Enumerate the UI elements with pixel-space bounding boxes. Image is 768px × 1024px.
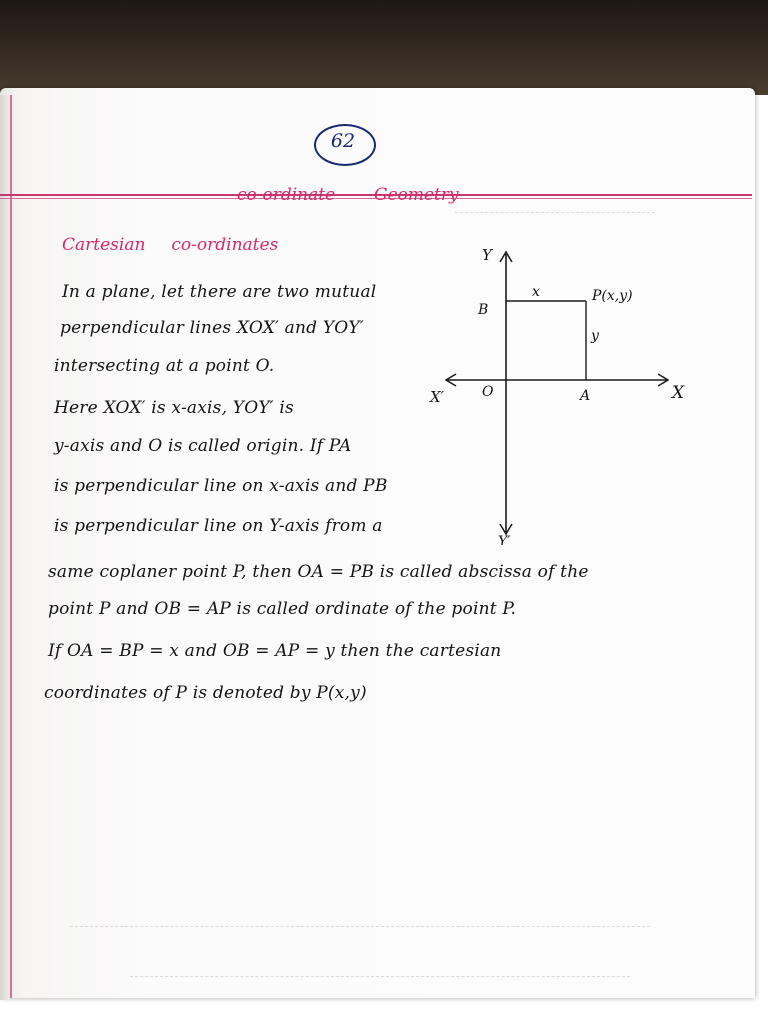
text-line-6: is perpendicular line on x-axis and PB xyxy=(54,476,388,496)
section-heading-left: Cartesian xyxy=(62,235,146,255)
margin-rule xyxy=(10,95,12,998)
text-line-2: perpendicular lines XOX′ and YOY′ xyxy=(60,318,364,338)
text-line-10: If OA = BP = x and OB = AP = y then the cartesian xyxy=(48,641,502,661)
label-segment-y: y xyxy=(591,328,599,344)
label-segment-x: x xyxy=(532,284,540,300)
text-line-11: coordinates of P is denoted by P(x,y) xyxy=(44,683,367,703)
text-line-8: same coplaner point P, then OA = PB is called abscissa of the xyxy=(48,562,589,582)
page-number: 62 xyxy=(330,130,356,152)
page-edge xyxy=(0,95,10,1000)
label-b: B xyxy=(478,302,489,318)
text-line-3: intersecting at a point O. xyxy=(54,356,275,376)
label-y: Y xyxy=(482,246,492,264)
label-p: P(x,y) xyxy=(592,288,633,304)
text-line-1: In a plane, let there are two mutual xyxy=(62,282,377,302)
desk-background xyxy=(0,0,768,95)
chapter-title-left: co-ordinate xyxy=(237,185,336,205)
label-x-prime: X′ xyxy=(430,388,445,406)
coordinate-diagram xyxy=(420,240,700,545)
label-y-prime: Y′ xyxy=(498,534,511,545)
chapter-title-right: Geometry xyxy=(374,185,459,205)
section-heading-right: co-ordinates xyxy=(171,235,279,255)
text-line-9: point P and OB = AP is called ordinate of the point P. xyxy=(48,599,517,619)
label-x: X xyxy=(672,383,685,403)
label-origin: O xyxy=(482,384,494,400)
text-line-4: Here XOX′ is x-axis, YOY′ is xyxy=(54,398,294,418)
text-line-5: y-axis and O is called origin. If PA xyxy=(54,436,352,456)
text-line-7: is perpendicular line on Y-axis from a xyxy=(54,516,383,536)
section-heading xyxy=(62,235,278,255)
label-a: A xyxy=(580,388,591,404)
